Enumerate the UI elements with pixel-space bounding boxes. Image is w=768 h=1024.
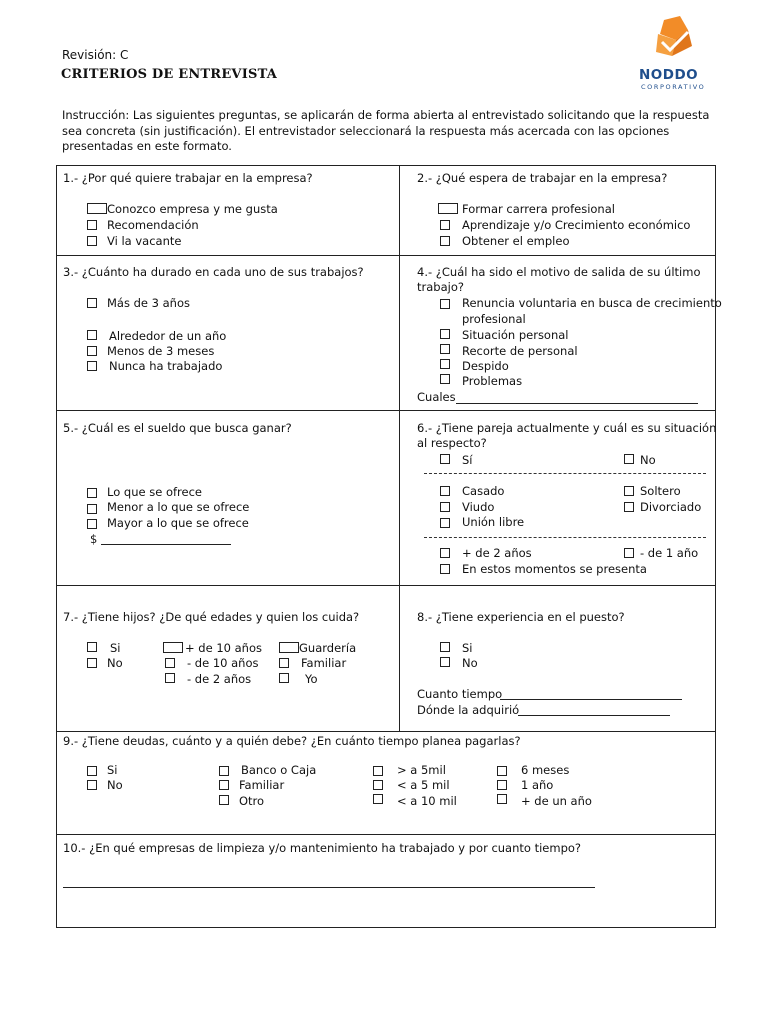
question-4-text-cont: trabajo? xyxy=(417,280,464,294)
question-2-text: 2.- ¿Qué espera de trabajar en la empresa? xyxy=(417,171,668,185)
option-label: Divorciado xyxy=(640,500,702,514)
answer-line[interactable] xyxy=(63,887,595,888)
checkbox[interactable] xyxy=(438,203,458,214)
divider xyxy=(424,537,706,538)
cuales-line[interactable] xyxy=(456,403,698,404)
question-5-text: 5.- ¿Cuál es el sueldo que busca ganar? xyxy=(63,421,292,435)
checkbox[interactable] xyxy=(165,658,175,668)
checkbox[interactable] xyxy=(624,502,634,512)
checkbox[interactable] xyxy=(87,346,97,356)
option-label: Familiar xyxy=(239,778,285,792)
revision-label: Revisión: C xyxy=(62,48,129,62)
checkbox[interactable] xyxy=(87,236,97,246)
checkbox[interactable] xyxy=(219,780,229,790)
cuales-label: Cuales xyxy=(417,390,456,404)
checkbox[interactable] xyxy=(624,486,634,496)
option-label: + de 2 años xyxy=(462,546,532,560)
option-label: Nunca ha trabajado xyxy=(109,359,223,373)
logo-subtitle: CORPORATIVO xyxy=(641,83,706,91)
question-4-cell xyxy=(399,255,722,411)
option-label: Si xyxy=(107,763,118,777)
checkbox[interactable] xyxy=(219,795,229,805)
option-label: + de 10 años xyxy=(185,641,262,655)
option-label: Despido xyxy=(462,359,509,373)
checkbox[interactable] xyxy=(440,344,450,354)
option-label: Si xyxy=(462,641,473,655)
question-9-text: 9.- ¿Tiene deudas, cuánto y a quién debe? ¿En cuánto tiempo planea pagarlas? xyxy=(63,734,521,748)
option-label: No xyxy=(640,453,656,467)
checkbox[interactable] xyxy=(497,766,507,776)
question-1-cell xyxy=(56,165,400,256)
checkbox[interactable] xyxy=(373,794,383,804)
question-7-text: 7.- ¿Tiene hijos? ¿De qué edades y quien los cuida? xyxy=(63,610,360,624)
question-1-text: 1.- ¿Por qué quiere trabajar en la empresa? xyxy=(63,171,313,185)
option-label: - de 2 años xyxy=(187,672,252,686)
checkbox[interactable] xyxy=(87,330,97,340)
option-label: Alrededor de un año xyxy=(109,329,227,343)
checkbox[interactable] xyxy=(440,548,450,558)
option-label: Problemas xyxy=(462,374,523,388)
checkbox[interactable] xyxy=(440,359,450,369)
checkbox[interactable] xyxy=(219,766,229,776)
option-label: No xyxy=(107,778,123,792)
option-label: - de 10 años xyxy=(187,656,259,670)
checkbox[interactable] xyxy=(87,766,97,776)
checkbox[interactable] xyxy=(279,673,289,683)
checkbox[interactable] xyxy=(440,299,450,309)
option-label: No xyxy=(107,656,123,670)
option-label: Menos de 3 meses xyxy=(107,344,215,358)
option-label: Lo que se ofrece xyxy=(107,485,202,499)
checkbox[interactable] xyxy=(163,642,183,653)
option-label: Recomendación xyxy=(107,218,199,232)
checkbox[interactable] xyxy=(165,673,175,683)
question-7-cell xyxy=(56,585,400,732)
option-label: + de un año xyxy=(521,794,592,808)
option-label: No xyxy=(462,656,478,670)
logo-mark-icon xyxy=(636,16,716,66)
checkbox[interactable] xyxy=(440,329,450,339)
checkbox[interactable] xyxy=(440,518,450,528)
checkbox[interactable] xyxy=(440,486,450,496)
option-label: Familiar xyxy=(301,656,347,670)
option-label: Formar carrera profesional xyxy=(462,202,615,216)
checkbox[interactable] xyxy=(87,361,97,371)
company-logo xyxy=(636,16,716,94)
checkbox[interactable] xyxy=(87,504,97,514)
option-label: Vi la vacante xyxy=(107,234,182,248)
checkbox[interactable] xyxy=(440,657,450,667)
divider xyxy=(424,473,706,474)
checkbox[interactable] xyxy=(624,548,634,558)
option-label: 6 meses xyxy=(521,763,570,777)
option-label: < a 10 mil xyxy=(397,794,457,808)
option-label: Conozco empresa y me gusta xyxy=(107,202,278,216)
option-label: 1 año xyxy=(521,778,554,792)
option-label: < a 5 mil xyxy=(397,778,450,792)
question-10-text: 10.- ¿En qué empresas de limpieza y/o mantenimiento ha trabajado y por cuanto tiempo? xyxy=(63,841,582,855)
question-3-text: 3.- ¿Cuánto ha durado en cada uno de sus trabajos? xyxy=(63,265,364,279)
option-label: - de 1 año xyxy=(640,546,699,560)
checkbox[interactable] xyxy=(87,642,97,652)
option-label: Mayor a lo que se ofrece xyxy=(107,516,249,530)
question-2-cell xyxy=(399,165,716,256)
option-label: Aprendizaje y/o Crecimiento económico xyxy=(462,218,691,232)
question-9-cell xyxy=(56,731,716,835)
donde-line[interactable] xyxy=(518,715,670,716)
option-label: > a 5mil xyxy=(397,763,446,777)
question-3-cell xyxy=(56,255,400,411)
option-label: Obtener el empleo xyxy=(462,234,570,248)
checkbox[interactable] xyxy=(87,203,107,214)
option-label: Recorte de personal xyxy=(462,344,578,358)
option-label: Renuncia voluntaria en busca de crecimiento xyxy=(462,296,722,310)
checkbox[interactable] xyxy=(440,236,450,246)
checkbox[interactable] xyxy=(440,642,450,652)
instruction-text: Instrucción: Las siguientes preguntas, se aplicarán de forma abierta al entrevistado solicitando que la respuesta sea concreta (sin justificación). El entrevistador seleccionará la respuesta más acercada con las opciones presentadas en este formato. xyxy=(62,108,710,153)
checkbox[interactable] xyxy=(440,454,450,464)
checkbox[interactable] xyxy=(440,374,450,384)
checkbox[interactable] xyxy=(87,658,97,668)
option-label: Situación personal xyxy=(462,328,569,342)
checkbox[interactable] xyxy=(373,766,383,776)
option-label: Si xyxy=(110,641,121,655)
checkbox[interactable] xyxy=(87,519,97,529)
option-label: Casado xyxy=(462,484,505,498)
checkbox[interactable] xyxy=(497,780,507,790)
option-label: En estos momentos se presenta xyxy=(462,562,647,576)
option-label: Yo xyxy=(305,672,318,686)
checkbox[interactable] xyxy=(440,220,450,230)
checkbox[interactable] xyxy=(440,502,450,512)
checkbox[interactable] xyxy=(279,658,289,668)
checkbox[interactable] xyxy=(87,780,97,790)
option-label: Soltero xyxy=(640,484,681,498)
question-6-text: 6.- ¿Tiene pareja actualmente y cuál es su situación xyxy=(417,421,717,435)
cuanto-line[interactable] xyxy=(500,699,682,700)
option-label: Sí xyxy=(462,453,473,467)
option-label: Otro xyxy=(239,794,265,808)
checkbox[interactable] xyxy=(373,780,383,790)
question-6-text-cont: al respecto? xyxy=(417,436,487,450)
logo-name: NODDO xyxy=(639,67,699,83)
option-label: Más de 3 años xyxy=(107,296,190,310)
option-label: Viudo xyxy=(462,500,495,514)
question-8-text: 8.- ¿Tiene experiencia en el puesto? xyxy=(417,610,625,624)
checkbox[interactable] xyxy=(87,220,97,230)
option-label-cont: profesional xyxy=(462,312,526,326)
question-8-cell xyxy=(399,585,716,732)
question-6-cell xyxy=(399,410,716,586)
checkbox[interactable] xyxy=(624,454,634,464)
salary-line[interactable] xyxy=(101,544,231,545)
option-label: Guardería xyxy=(299,641,357,655)
checkbox[interactable] xyxy=(497,794,507,804)
page-title: CRITERIOS DE ENTREVISTA xyxy=(61,67,278,82)
currency-label: $ xyxy=(90,532,98,546)
checkbox[interactable] xyxy=(87,298,97,308)
option-label: Unión libre xyxy=(462,515,525,529)
checkbox[interactable] xyxy=(279,642,299,653)
option-label: Menor a lo que se ofrece xyxy=(107,500,250,514)
checkbox[interactable] xyxy=(440,564,450,574)
option-label: Banco o Caja xyxy=(241,763,317,777)
question-4-text: 4.- ¿Cuál ha sido el motivo de salida de su último xyxy=(417,265,701,279)
checkbox[interactable] xyxy=(87,488,97,498)
question-5-cell xyxy=(56,410,400,586)
donde-label: Dónde la adquirió xyxy=(417,703,520,717)
cuanto-label: Cuanto tiempo xyxy=(417,687,503,701)
question-10-cell xyxy=(56,834,716,928)
